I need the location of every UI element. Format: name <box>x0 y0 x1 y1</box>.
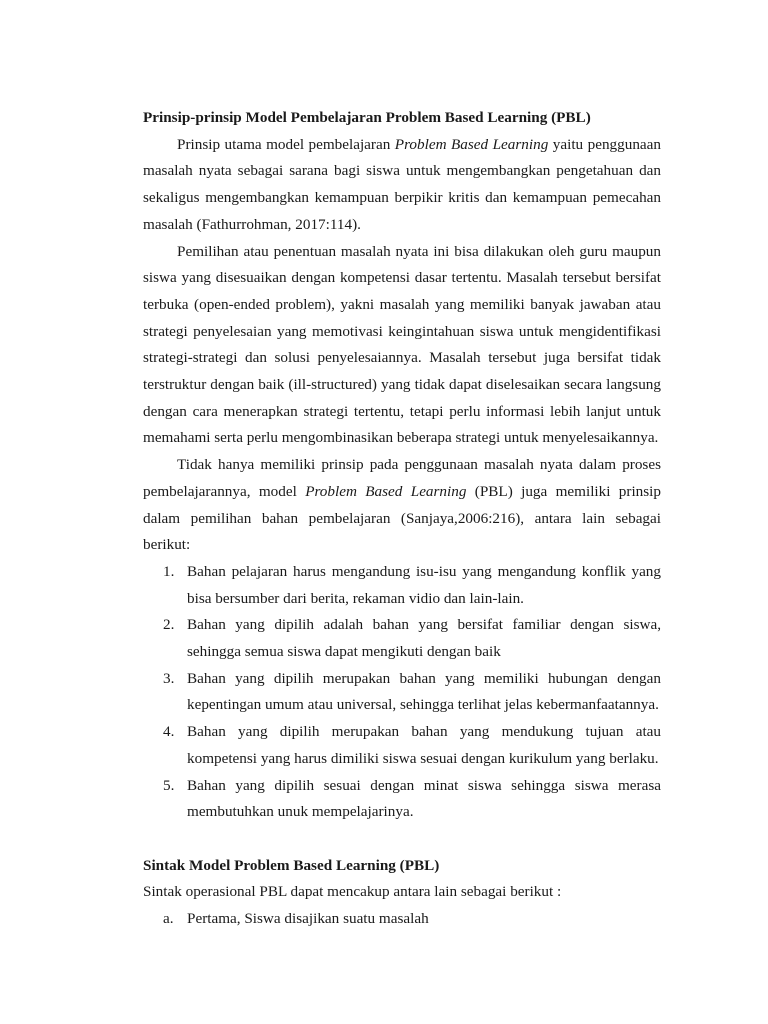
italic-term: Problem Based Learning <box>305 482 467 500</box>
paragraph-text: yaitu penggunaan masalah nyata sebagai sarana bagi siswa untuk mengembangkan pengetahuan dan sekaligus mengembangkan kemampuan berpikir kritis dan kemampuan pemecahan masalah (Fathurrohman, 2017:114). <box>143 135 661 233</box>
paragraph-text: Tidak hanya memiliki prinsip pada penggunaan masalah nyata dalam proses pembelajarannya, model <box>143 456 661 500</box>
list-item-text: Bahan yang dipilih merupakan bahan yang mendukung tujuan atau kompetensi yang harus dimiliki siswa sesuai dengan kurikulum yang berlaku. <box>187 723 661 767</box>
list-item <box>143 773 661 826</box>
list-marker: 3. <box>163 669 175 687</box>
list-marker: 4. <box>163 723 175 741</box>
paragraph-sintak-intro: Sintak operasional PBL dapat mencakup antara lain sebagai berikut : <box>143 883 562 901</box>
alpha-list-sintak <box>143 906 661 933</box>
list-item <box>143 906 661 933</box>
paragraph-text: (PBL) juga memiliki prinsip dalam pemilihan bahan pembelajaran (Sanjaya,2006:216), antara lain sebagai berikut: <box>143 482 661 554</box>
section-spacer <box>143 826 661 853</box>
list-item-text: Pertama, Siswa disajikan suatu masalah <box>187 910 429 928</box>
list-marker: 5. <box>163 776 175 794</box>
list-marker: 2. <box>163 616 175 634</box>
list-item <box>143 612 661 665</box>
numbered-list-bahan <box>143 559 661 826</box>
document-content <box>143 105 661 933</box>
list-item <box>143 666 661 719</box>
paragraph-pemilihan-bahan <box>143 452 661 559</box>
italic-term: Problem Based Learning <box>394 135 549 153</box>
list-marker: 1. <box>163 562 175 580</box>
paragraph-prinsip-utama <box>143 132 661 239</box>
list-marker: a. <box>163 910 174 928</box>
list-item-text: Bahan pelajaran harus mengandung isu-isu yang mengandung konflik yang bisa bersumber dari berita, rekaman vidio dan lain-lain. <box>187 562 661 607</box>
list-item <box>143 719 661 772</box>
list-item <box>143 559 661 612</box>
paragraph-text: Prinsip utama model pembelajaran <box>177 135 395 153</box>
section-heading-prinsip: Prinsip-prinsip Model Pembelajaran Problem Based Learning (PBL) <box>143 109 591 126</box>
list-item-text: Bahan yang dipilih adalah bahan yang bersifat familiar dengan siswa, sehingga semua siswa dapat mengikuti dengan baik <box>187 616 661 661</box>
section-heading-sintak: Sintak Model Problem Based Learning (PBL) <box>143 856 440 874</box>
paragraph-pemilihan-masalah: Pemilihan atau penentuan masalah nyata ini bisa dilakukan oleh guru maupun siswa yang disesuaikan dengan kompetensi dasar tertentu. Masalah tersebut bersifat terbuka (open-ended problem), yakni masalah yang memiliki banyak jawaban atau strategi penyelesaian yang memotivasi keingintahuan siswa untuk mengidentifikasi strategi-strategi dan solusi penyelesaiannya. Masalah tersebut juga bersifat tidak terstruktur dengan baik (ill-structured) yang tidak dapat diselesaikan secara langsung dengan cara menerapkan strategi tertentu, tetapi perlu informasi lebih lanjut untuk memahami serta perlu mengombinasikan beberapa strategi untuk menyelesaikannya. <box>143 242 661 447</box>
list-item-text: Bahan yang dipilih merupakan bahan yang memiliki hubungan dengan kepentingan umum atau universal, sehingga terlihat jelas kebermanfaatannya. <box>187 669 661 714</box>
list-item-text: Bahan yang dipilih sesuai dengan minat siswa sehingga siswa merasa membutuhkan unuk mempelajarinya. <box>187 776 661 821</box>
